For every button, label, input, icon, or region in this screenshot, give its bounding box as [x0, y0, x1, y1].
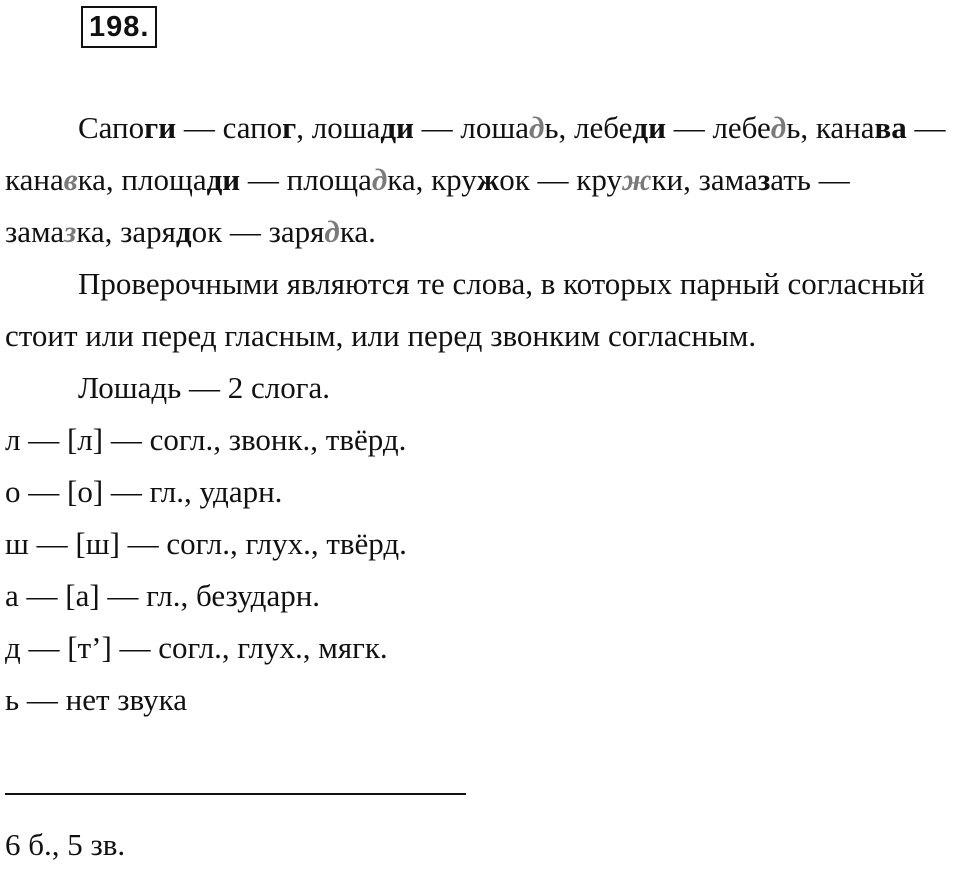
letters-sounds-summary: 6 б., 5 зв.: [5, 827, 126, 862]
text-fragment: ки, зама: [651, 162, 758, 197]
sound-analysis-line: ь — нет звука: [5, 682, 187, 717]
word-pairs-paragraph: [5, 102, 960, 258]
bold-letters: ди: [632, 110, 666, 145]
bold-letters: ди: [380, 110, 414, 145]
bold-letters: з: [757, 162, 771, 197]
text-fragment: ок — кру: [499, 162, 622, 197]
highlighted-letter: в: [63, 162, 78, 197]
highlighted-letter: з: [64, 214, 77, 249]
answer-content: [5, 102, 960, 726]
rule-explanation-paragraph: Проверочными являются те слова, в которых парный согласный стоит или перед гласным, или перед звонким согласным.: [5, 266, 925, 353]
highlighted-letter: д: [371, 162, 388, 197]
text-fragment: — площа: [240, 162, 372, 197]
text-fragment: — кана: [5, 110, 946, 197]
bold-letters: ди: [206, 162, 241, 197]
highlighted-letter: ж: [621, 162, 652, 197]
text-fragment: — лоша: [413, 110, 529, 145]
sound-analysis-line: а — [а] — гл., безударн.: [5, 578, 321, 613]
text-fragment: ь, лебе: [544, 110, 633, 145]
text-fragment: — лебе: [665, 110, 771, 145]
bold-letters: ж: [476, 162, 500, 197]
text-fragment: ать — зама: [5, 162, 850, 249]
text-fragment: ь, кана: [786, 110, 875, 145]
bold-letters: ва: [874, 110, 907, 145]
analysis-heading: Лошадь — 2 слога.: [78, 370, 330, 405]
text-fragment: Сапо: [78, 110, 145, 145]
text-fragment: ка.: [339, 214, 376, 249]
text-fragment: ка, кру: [387, 162, 477, 197]
sound-analysis-line: ш — [ш] — согл., глух., твёрд.: [5, 526, 407, 561]
bold-letters: д: [175, 214, 192, 249]
text-fragment: ка, площа: [77, 162, 207, 197]
highlighted-letter: д: [529, 110, 545, 145]
exercise-number-box: [81, 6, 157, 48]
sound-analysis-line: о — [о] — гл., ударн.: [5, 474, 283, 509]
exercise-number: 198: [89, 11, 141, 43]
text-fragment: , лоша: [296, 110, 381, 145]
sound-analysis-line: д — [т’] — согл., глух., мягк.: [5, 630, 388, 665]
exercise-number-suffix: .: [140, 11, 150, 43]
text-fragment: ок — заря: [191, 214, 325, 249]
highlighted-letter: д: [770, 110, 787, 145]
text-fragment: — сапо: [176, 110, 283, 145]
bold-letters: ги: [144, 110, 177, 145]
bold-letters: г: [282, 110, 297, 145]
sound-analysis-line: л — [л] — согл., звонк., твёрд.: [5, 422, 407, 457]
highlighted-letter: д: [324, 214, 340, 249]
separator-line: [5, 793, 466, 795]
text-fragment: ка, заря: [76, 214, 176, 249]
